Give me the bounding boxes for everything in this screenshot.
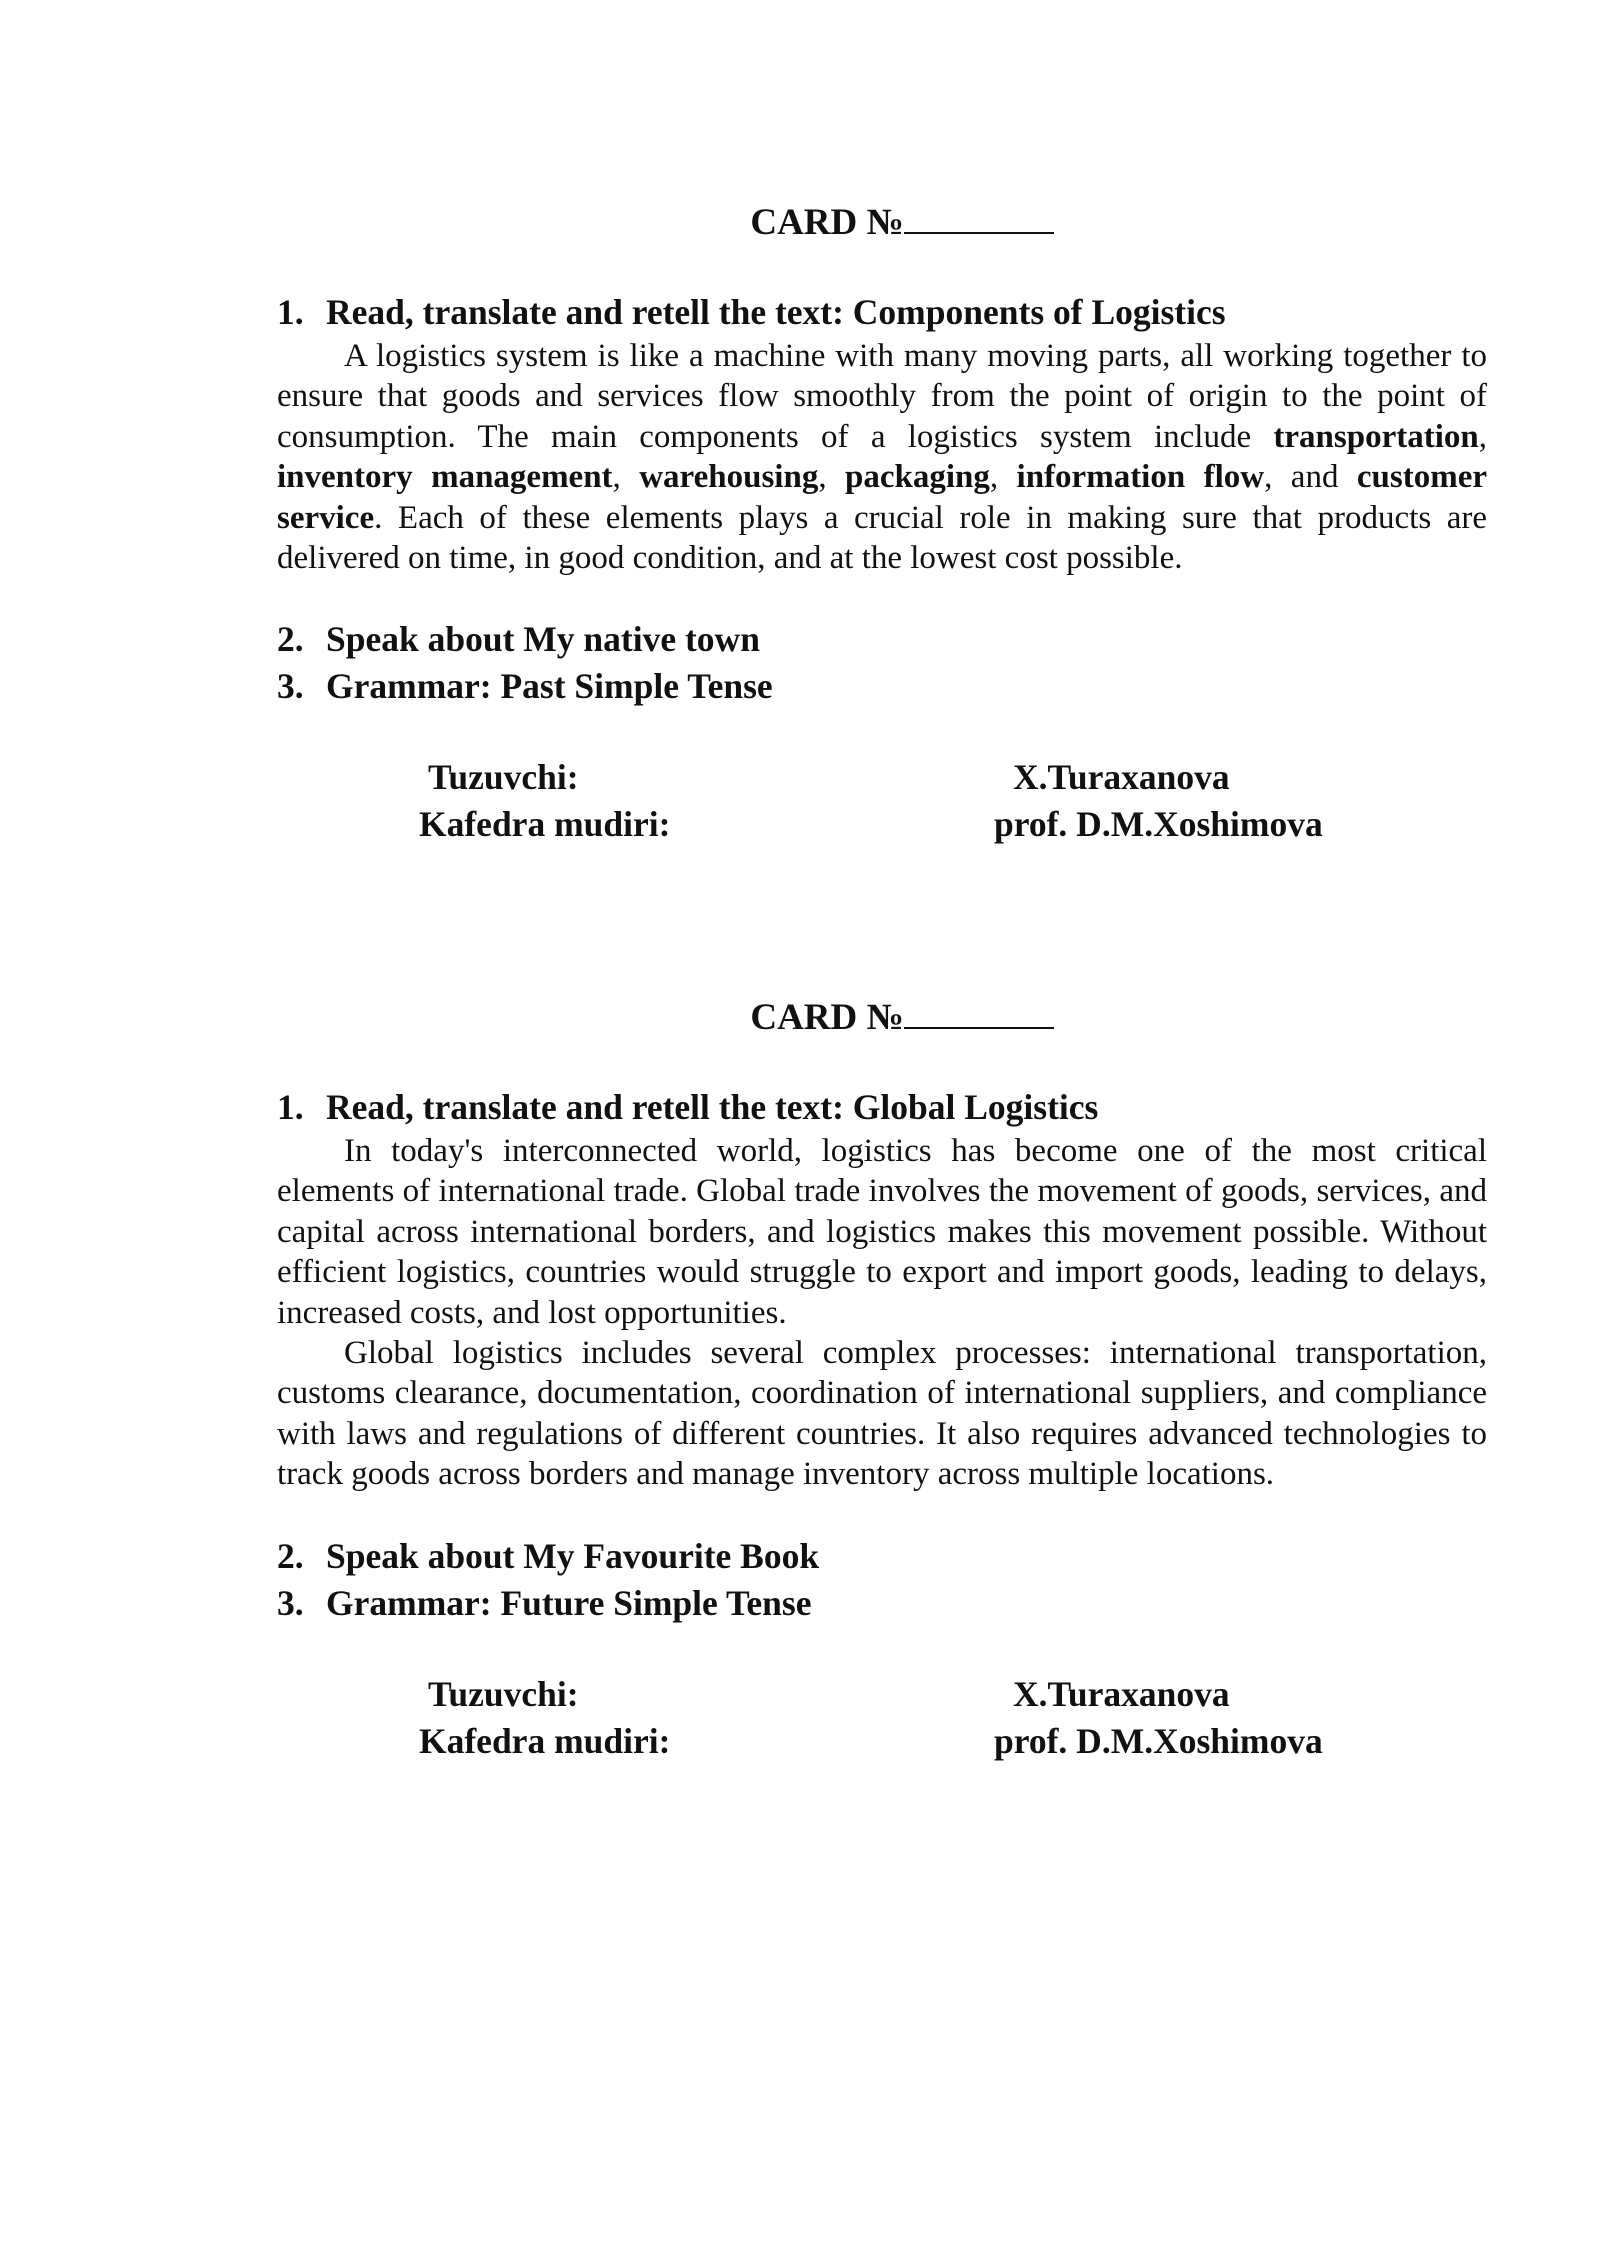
text-run: In today's interconnected world, logistics has become one of the most critical elements of international trade. Global trade involves the movement of goods, services, and capital across international borders, and logistics makes this movement possible. Without efficient logistics, countries would struggle to export and import goods, leading to delays, increased costs, and lost opportunities. xyxy=(277,1133,1487,1331)
text-run: . Each of these elements plays a crucial role in making sure that products are delivered on time, in good condition, and at the lowest cost possible. xyxy=(277,499,1487,577)
task-label: Read, translate and retell the text: Components of Logistics xyxy=(326,292,1226,332)
signature-block xyxy=(277,1671,1487,1765)
department-head-name: prof. D.M.Xoshimova xyxy=(994,804,1323,845)
task-label: Grammar: Past Simple Tense xyxy=(326,666,773,707)
reading-text-paragraph xyxy=(277,1131,1487,1333)
exam-card-2 xyxy=(277,990,1487,1765)
task-2 xyxy=(277,1533,1487,1580)
task-number: 1. xyxy=(277,1087,304,1127)
card-number-blank xyxy=(904,202,1054,234)
text-run: , xyxy=(612,459,640,496)
department-head-label: Kafedra mudiri: xyxy=(419,1720,671,1761)
card-number-blank xyxy=(904,997,1054,1029)
task-label: Speak about My native town xyxy=(326,619,760,660)
task-label: Grammar: Future Simple Tense xyxy=(326,1582,812,1623)
bold-term: information flow xyxy=(1016,459,1265,496)
department-head-name: prof. D.M.Xoshimova xyxy=(994,1720,1323,1761)
text-run: , xyxy=(818,459,845,496)
task-1 xyxy=(277,1084,1487,1131)
compiler-label: Tuzuvchi: xyxy=(428,757,579,798)
bold-term: warehousing xyxy=(639,459,819,496)
task-number: 3. xyxy=(277,666,304,707)
task-2 xyxy=(277,616,1487,663)
bold-term: customer service xyxy=(277,459,1487,536)
compiler-label: Tuzuvchi: xyxy=(428,1673,579,1714)
task-number: 3. xyxy=(277,1582,304,1623)
task-3 xyxy=(277,663,1487,710)
card-title xyxy=(277,990,1487,1046)
reading-text-paragraph xyxy=(277,336,1487,578)
text-run: , xyxy=(1478,418,1487,455)
task-label: Read, translate and retell the text: Global Logistics xyxy=(326,1087,1099,1127)
text-run: Global logistics includes several complex processes: international transportation, customs clearance, documentation, coordination of international suppliers, and compliance with laws and regulations of different countries. It also requires advanced technologies to track goods across borders and manage inventory across multiple locations. xyxy=(277,1335,1487,1493)
compiler-name: X.Turaxanova xyxy=(1013,757,1230,798)
task-number: 2. xyxy=(277,619,304,660)
department-head-label: Kafedra mudiri: xyxy=(419,804,671,845)
task-label: Speak about My Favourite Book xyxy=(326,1535,820,1576)
card-title-text: CARD № xyxy=(750,997,904,1038)
task-number: 1. xyxy=(277,292,304,332)
reading-text-paragraph xyxy=(277,1333,1487,1495)
card-title xyxy=(277,195,1487,251)
text-run: A logistics system is like a machine with many moving parts, all working together to ensure that goods and services flow smoothly from the point of origin to the point of consumption. The main components of a logistics system include xyxy=(277,338,1487,455)
card-title-text: CARD № xyxy=(750,202,904,243)
bold-term: packaging xyxy=(845,459,990,496)
task-3 xyxy=(277,1580,1487,1627)
bold-term: transportation xyxy=(1273,418,1479,455)
task-number: 2. xyxy=(277,1535,304,1576)
text-run: , and xyxy=(1264,459,1357,496)
signature-block xyxy=(277,754,1487,848)
bold-term: inventory management xyxy=(277,459,613,496)
text-run: , xyxy=(989,459,1017,496)
exam-card-1 xyxy=(277,195,1487,848)
compiler-name: X.Turaxanova xyxy=(1013,1673,1230,1714)
task-1 xyxy=(277,289,1487,336)
